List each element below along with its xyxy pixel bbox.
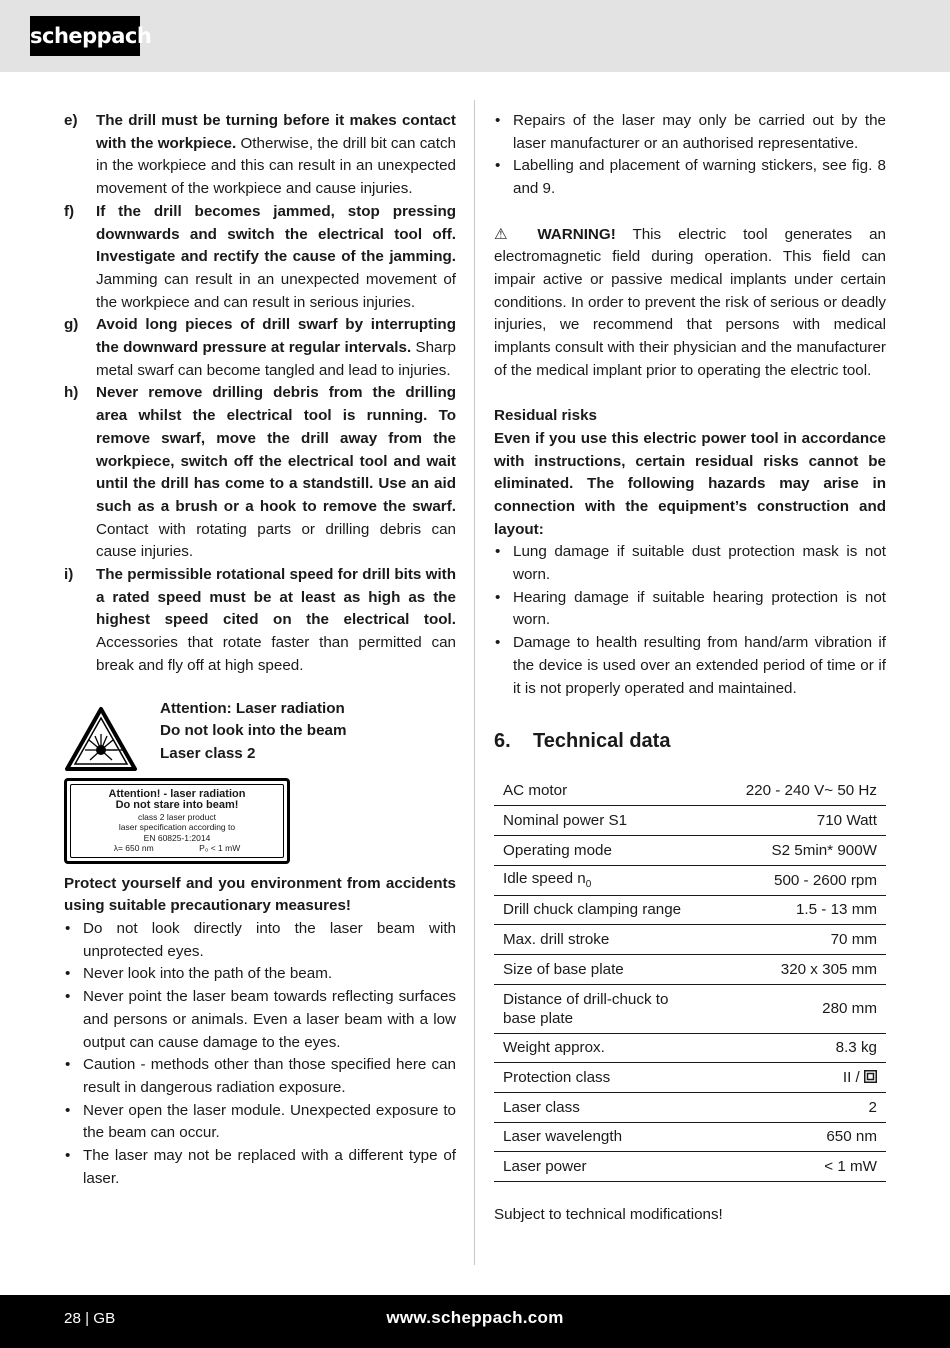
laser-warning-sticker <box>64 778 290 864</box>
technical-note: Subject to technical modifications! <box>494 1206 723 1223</box>
table-row <box>494 1033 886 1063</box>
item-label: g) <box>64 316 79 334</box>
list-item: • Do not look directly into the laser beam with unprotected eyes. <box>65 919 456 960</box>
list-item: • Never look into the path of the beam. <box>65 965 333 983</box>
residual-risks-bullets <box>494 541 886 700</box>
list-item <box>64 564 456 678</box>
protect-heading: Protect yourself and you environment from accidents using suitable precautionary measures! <box>64 874 456 915</box>
right-column <box>494 110 886 1227</box>
table-row <box>494 1122 886 1152</box>
page-header <box>0 0 950 72</box>
item-label: i) <box>64 566 74 584</box>
technical-data-table <box>494 776 886 1182</box>
spec-value: 280 mm <box>694 984 886 1033</box>
item-text: Contact with rotating parts or drilling debris can cause injuries. <box>96 520 456 561</box>
website-url: www.scheppach.com <box>386 1308 564 1327</box>
spec-name: Idle speed $n_0$ <box>494 865 694 895</box>
repair-bullets <box>494 110 886 201</box>
spec-value: 500 - 2600 rpm <box>694 865 886 895</box>
spec-value: 320 x 305 mm <box>694 954 886 984</box>
residual-risks-heading: Residual risks <box>494 407 597 425</box>
protection-class-ii-icon <box>864 1070 877 1083</box>
table-row <box>494 984 886 1033</box>
item-label: h) <box>64 384 79 402</box>
spec-name: Operating mode <box>494 836 694 866</box>
table-row <box>494 954 886 984</box>
spec-name: Max. drill stroke <box>494 925 694 955</box>
table-row <box>494 776 886 806</box>
sticker-line: laser specification according to <box>118 822 236 833</box>
sticker-line: Attention! - laser radiation <box>108 787 246 800</box>
section-heading <box>494 728 886 754</box>
list-item <box>64 201 456 315</box>
laser-warning-block <box>64 698 456 868</box>
item-text: Accessories that rotate faster than permitted can break and fly off at high speed. <box>96 634 456 674</box>
list-item: • Never point the laser beam towards reflecting surfaces and persons or animals. Even a laser beam with a low output can cause damage to the eyes. <box>65 988 456 1051</box>
item-label: e) <box>64 112 78 129</box>
warning-label: WARNING! <box>537 225 616 243</box>
page-number: 28 | GB <box>64 1310 116 1327</box>
list-item <box>64 314 456 382</box>
list-item: • Repairs of the laser may only be carried out by the laser manufacturer or an authorised representative. <box>495 112 886 152</box>
spec-value: 650 nm <box>694 1122 886 1152</box>
spec-name: Nominal power S1 <box>494 806 694 836</box>
item-bold-text: If the drill becomes jammed, stop pressing downwards and switch the electrical tool off. Investigate and rectify the cause of the jamming. <box>96 202 456 266</box>
spec-value: < 1 mW <box>694 1152 886 1182</box>
list-item: • Caution - methods other than those specified here can result in dangerous radiation exposure. <box>65 1056 456 1096</box>
spec-name: Distance of drill-chuck to base plate <box>494 984 694 1033</box>
item-bold-text: The permissible rotational speed for drill bits with a rated speed must be at least as high as the highest speed cited on the electrical tool. <box>96 566 456 629</box>
item-text: Sharp metal swarf can become tangled and lead to injuries. <box>96 339 456 379</box>
spec-value: S2 5min* 900W <box>694 836 886 866</box>
spec-subscript: 0 <box>585 879 592 891</box>
sticker-wavelength: λ= 650 nm <box>113 843 154 854</box>
table-row <box>494 806 886 836</box>
table-row <box>494 925 886 955</box>
laser-notice-line: Do not look into the beam <box>160 722 347 740</box>
spec-value: 8.3 kg <box>694 1033 886 1063</box>
table-row <box>494 1063 886 1093</box>
section-number: 6. <box>494 730 511 753</box>
laser-notice <box>160 698 346 766</box>
spec-value: 2 <box>694 1092 886 1122</box>
laser-notice-line: Attention: Laser radiation <box>160 699 345 717</box>
table-row <box>494 895 886 925</box>
laser-notice-line: Laser class 2 <box>160 744 256 762</box>
sticker-line: class 2 laser product <box>138 811 216 822</box>
item-bold-text: Avoid long pieces of drill swarf by interrupting the downward pressure at regular intervals. <box>96 316 456 357</box>
table-row <box>494 1092 886 1122</box>
spec-name: AC motor <box>494 776 694 806</box>
list-item <box>64 110 456 201</box>
spec-name: Weight approx. <box>494 1033 694 1063</box>
table-row <box>494 1152 886 1182</box>
spec-name: Protection class <box>494 1063 694 1093</box>
residual-risks-intro: Even if you use this electric power tool in accordance with instructions, certain residual risks cannot be eliminated. The following hazards may arise in connection with the equipment’s construction and layout: <box>494 429 886 538</box>
column-divider <box>474 100 475 1265</box>
spec-value: 1.5 - 13 mm <box>694 895 886 925</box>
item-text: Jamming can result in an unexpected movement of the workpiece and can result in serious injuries. <box>96 270 456 311</box>
list-item: • Labelling and placement of warning stickers, see fig. 8 and 9. <box>495 157 886 198</box>
left-column <box>64 110 456 1190</box>
sticker-line: Do not stare into beam! <box>115 799 239 812</box>
section-title: Technical data <box>533 730 671 753</box>
sticker-line: EN 60825-1:2014 <box>143 832 211 843</box>
sticker-power: P₀ < 1 mW <box>199 843 241 854</box>
item-text: Otherwise, the drill bit can catch in the workpiece and this can result in an unexpected movement of the workpiece and cause injuries. <box>96 134 456 198</box>
list-item: • Never open the laser module. Unexpected exposure to the beam can occur. <box>65 1101 456 1142</box>
spec-value: II / <box>694 1063 886 1093</box>
page-footer <box>0 1295 950 1348</box>
spec-name: Laser class <box>494 1092 694 1122</box>
spec-name: Laser wavelength <box>494 1122 694 1152</box>
list-item: • The laser may not be replaced with a different type of laser. <box>65 1147 456 1187</box>
laser-safety-bullets <box>64 918 456 1190</box>
list-item: • Lung damage if suitable dust protection mask is not worn. <box>495 543 886 584</box>
warning-paragraph <box>494 224 886 383</box>
laser-radiation-icon <box>64 706 138 772</box>
item-bold-text: The drill must be turning before it makes contact with the workpiece. <box>96 112 456 152</box>
safety-instruction-list <box>64 110 456 678</box>
warning-triangle-icon: ⚠ <box>494 225 521 243</box>
spec-value: 70 mm <box>694 925 886 955</box>
spec-name: Size of base plate <box>494 954 694 984</box>
spec-value: 220 - 240 V~ 50 Hz <box>694 776 886 806</box>
warning-text: This electric tool generates an electromagnetic field during operation. This field can impair active or passive medical implants under certain conditions. In order to prevent the risk of serious or deadly injuries, we recommend that persons with medical implants consult with their physician and the manufacturer of the medical implant prior to operating the electric tool. <box>494 225 886 379</box>
item-label: f) <box>64 202 75 220</box>
list-item: • Damage to health resulting from hand/arm vibration if the device is used over an extended period of time or if it is not properly operated and maintained. <box>495 634 886 697</box>
list-item <box>64 382 456 564</box>
table-row <box>494 865 886 895</box>
scheppach-logo: scheppach <box>30 16 140 56</box>
item-bold-text: Never remove drilling debris from the drilling area whilst the electrical tool is running. To remove swarf, move the drill away from the workpiece, switch off the electrical tool and wait until the drill has come to a standstill. Use an aid such as a brush or a hook to remove the swarf. <box>96 384 456 515</box>
spec-name: Laser power <box>494 1152 694 1182</box>
table-row <box>494 836 886 866</box>
list-item: • Hearing damage if suitable hearing protection is not worn. <box>495 588 886 629</box>
spec-name: Drill chuck clamping range <box>494 895 694 925</box>
spec-value: 710 Watt <box>694 806 886 836</box>
